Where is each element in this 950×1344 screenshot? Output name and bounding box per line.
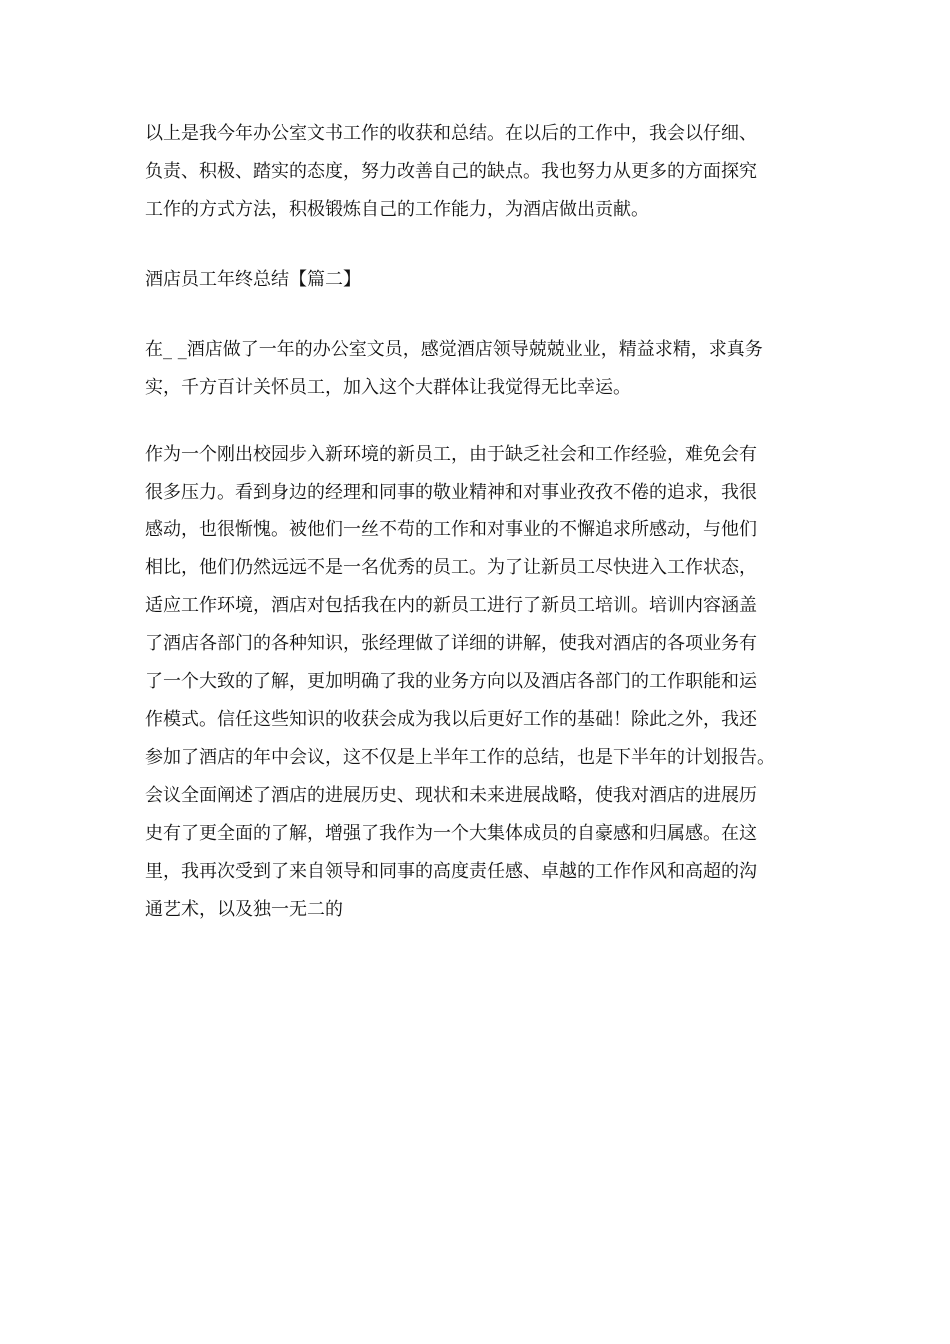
text-line: 了酒店各部门的各种知识，张经理做了详细的讲解，使我对酒店的各项业务有	[145, 633, 757, 654]
text-line: 感动，也很惭愧。被他们一丝不苟的工作和对事业的不懈追求所感动，与他们	[145, 519, 757, 540]
text-line: 了一个大致的了解，更加明确了我的业务方向以及酒店各部门的工作职能和运	[145, 671, 757, 692]
text-line: 里，我再次受到了来自领导和同事的高度责任感、卓越的工作作风和高超的沟	[145, 861, 757, 882]
text-line: 以上是我今年办公室文书工作的收获和总结。在以后的工作中，我会以仔细、	[145, 123, 757, 144]
text-line: 史有了更全面的了解，增强了我作为一个大集体成员的自豪感和归属感。在这	[145, 823, 757, 844]
text-line: 工作的方式方法，积极锻炼自己的工作能力，为酒店做出贡献。	[145, 199, 649, 220]
text-line: 参加了酒店的年中会议，这不仅是上半年工作的总结，也是下半年的计划报告。	[145, 747, 775, 768]
text-line: 很多压力。看到身边的经理和同事的敬业精神和对事业孜孜不倦的追求，我很	[145, 482, 757, 503]
text-line: 负责、积极、踏实的态度，努力改善自己的缺点。我也努力从更多的方面探究	[145, 161, 757, 182]
text-line: 作为一个刚出校园步入新环境的新员工，由于缺乏社会和工作经验，难免会有	[145, 444, 757, 465]
text-line: 适应工作环境，酒店对包括我在内的新员工进行了新员工培训。培训内容涵盖	[145, 595, 757, 616]
section-heading: 酒店员工年终总结【篇二】	[145, 269, 361, 290]
text-line: 在_ _酒店做了一年的办公室文员，感觉酒店领导兢兢业业，精益求精，求真务	[145, 339, 763, 360]
text-line: 通艺术，以及独一无二的	[145, 899, 343, 920]
text-line: 会议全面阐述了酒店的进展历史、现状和未来进展战略，使我对酒店的进展历	[145, 785, 757, 806]
text-line: 实，千方百计关怀员工，加入这个大群体让我觉得无比幸运。	[145, 377, 631, 398]
text-line: 作模式。信任这些知识的收获会成为我以后更好工作的基础！除此之外，我还	[145, 709, 757, 730]
text-line: 相比，他们仍然远远不是一名优秀的员工。为了让新员工尽快进入工作状态，	[145, 557, 757, 578]
